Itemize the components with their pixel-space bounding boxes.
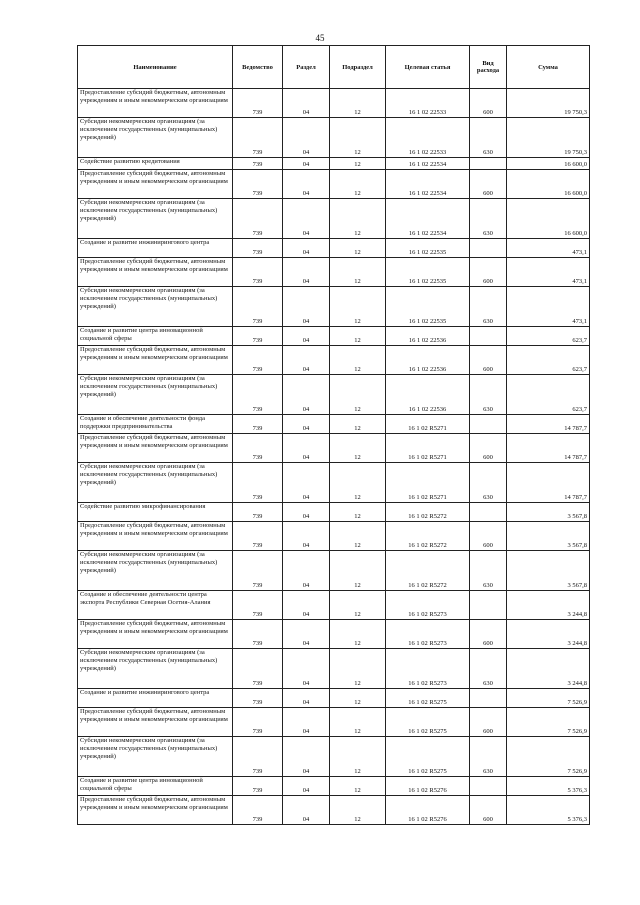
row-section-cell: 04 xyxy=(283,158,330,170)
row-section-cell: 04 xyxy=(283,199,330,239)
row-subsection-cell: 12 xyxy=(330,415,386,434)
row-subsection-cell: 12 xyxy=(330,522,386,551)
row-subsection-cell: 12 xyxy=(330,463,386,503)
row-section-cell: 04 xyxy=(283,287,330,327)
row-section-cell: 04 xyxy=(283,327,330,346)
row-subsection-cell: 12 xyxy=(330,737,386,777)
row-name-cell: Предоставление субсидий бюджетным, автономным учреждениям и иным некоммерческим организациям xyxy=(78,434,233,463)
row-expense-type-cell: 600 xyxy=(470,708,507,737)
table-row xyxy=(78,118,590,158)
row-section-cell: 04 xyxy=(283,737,330,777)
row-section-cell: 04 xyxy=(283,170,330,199)
row-article-cell: 16 1 02 R5272 xyxy=(386,522,470,551)
row-article-cell: 16 1 02 22535 xyxy=(386,258,470,287)
table-row xyxy=(78,158,590,170)
row-section-cell: 04 xyxy=(283,689,330,708)
row-expense-type-cell: 600 xyxy=(470,89,507,118)
row-section-cell: 04 xyxy=(283,708,330,737)
row-article-cell: 16 1 02 R5272 xyxy=(386,503,470,522)
row-article-cell: 16 1 02 R5275 xyxy=(386,689,470,708)
row-name-cell: Содействие развитию кредитования xyxy=(78,158,233,170)
row-sum-cell: 3 244,8 xyxy=(507,620,590,649)
row-name-cell: Создание и развитие инжинирингового центра xyxy=(78,239,233,258)
row-expense-type-cell xyxy=(470,415,507,434)
header-sum: Сумма xyxy=(507,46,590,89)
row-name-cell: Создание и обеспечение деятельности фонда поддержки предпринимательства xyxy=(78,415,233,434)
row-name-cell: Предоставление субсидий бюджетным, автономным учреждениям и иным некоммерческим организациям xyxy=(78,346,233,375)
row-section-cell: 04 xyxy=(283,463,330,503)
row-sum-cell: 3 567,8 xyxy=(507,551,590,591)
row-article-cell: 16 1 02 22536 xyxy=(386,327,470,346)
row-subsection-cell: 12 xyxy=(330,239,386,258)
row-expense-type-cell: 630 xyxy=(470,375,507,415)
row-sum-cell: 3 244,8 xyxy=(507,591,590,620)
row-expense-type-cell: 600 xyxy=(470,346,507,375)
row-sum-cell: 3 244,8 xyxy=(507,649,590,689)
row-sum-cell: 5 376,3 xyxy=(507,777,590,796)
row-name-cell: Предоставление субсидий бюджетным, автономным учреждениям и иным некоммерческим организациям xyxy=(78,170,233,199)
row-name-cell: Предоставление субсидий бюджетным, автономным учреждениям и иным некоммерческим организациям xyxy=(78,796,233,825)
row-expense-type-cell: 600 xyxy=(470,434,507,463)
row-article-cell: 16 1 02 R5276 xyxy=(386,796,470,825)
row-article-cell: 16 1 02 22534 xyxy=(386,170,470,199)
table-row xyxy=(78,327,590,346)
row-department-cell: 739 xyxy=(233,620,283,649)
row-expense-type-cell: 630 xyxy=(470,287,507,327)
row-department-cell: 739 xyxy=(233,708,283,737)
row-article-cell: 16 1 02 22535 xyxy=(386,239,470,258)
row-article-cell: 16 1 02 R5273 xyxy=(386,591,470,620)
row-article-cell: 16 1 02 22534 xyxy=(386,158,470,170)
row-sum-cell: 14 787,7 xyxy=(507,463,590,503)
row-subsection-cell: 12 xyxy=(330,689,386,708)
header-section: Раздел xyxy=(283,46,330,89)
row-article-cell: 16 1 02 R5275 xyxy=(386,737,470,777)
row-name-cell: Предоставление субсидий бюджетным, автономным учреждениям и иным некоммерческим организациям xyxy=(78,89,233,118)
row-name-cell: Субсидии некоммерческим организациям (за исключением государственных (муниципальных) учреждений) xyxy=(78,649,233,689)
page-number: 45 xyxy=(315,33,325,43)
row-section-cell: 04 xyxy=(283,434,330,463)
row-subsection-cell: 12 xyxy=(330,551,386,591)
row-article-cell: 16 1 02 22533 xyxy=(386,89,470,118)
row-section-cell: 04 xyxy=(283,346,330,375)
row-department-cell: 739 xyxy=(233,118,283,158)
table-row xyxy=(78,522,590,551)
row-name-cell: Субсидии некоммерческим организациям (за исключением государственных (муниципальных) учреждений) xyxy=(78,199,233,239)
row-department-cell: 739 xyxy=(233,737,283,777)
row-article-cell: 16 1 02 R5271 xyxy=(386,415,470,434)
row-expense-type-cell: 600 xyxy=(470,170,507,199)
header-article: Целевая статья xyxy=(386,46,470,89)
row-expense-type-cell: 600 xyxy=(470,522,507,551)
row-name-cell: Создание и развитие центра инновационной социальной сферы xyxy=(78,327,233,346)
row-sum-cell: 473,1 xyxy=(507,258,590,287)
row-name-cell: Субсидии некоммерческим организациям (за исключением государственных (муниципальных) учреждений) xyxy=(78,375,233,415)
row-section-cell: 04 xyxy=(283,649,330,689)
row-subsection-cell: 12 xyxy=(330,708,386,737)
table-row xyxy=(78,170,590,199)
row-article-cell: 16 1 02 22536 xyxy=(386,346,470,375)
budget-table xyxy=(77,45,590,825)
row-section-cell: 04 xyxy=(283,118,330,158)
table-row xyxy=(78,796,590,825)
row-expense-type-cell xyxy=(470,591,507,620)
row-subsection-cell: 12 xyxy=(330,434,386,463)
row-expense-type-cell: 630 xyxy=(470,737,507,777)
row-sum-cell: 7 526,9 xyxy=(507,689,590,708)
row-subsection-cell: 12 xyxy=(330,375,386,415)
row-subsection-cell: 12 xyxy=(330,796,386,825)
row-section-cell: 04 xyxy=(283,620,330,649)
row-section-cell: 04 xyxy=(283,551,330,591)
row-section-cell: 04 xyxy=(283,415,330,434)
table-row xyxy=(78,777,590,796)
row-section-cell: 04 xyxy=(283,503,330,522)
row-department-cell: 739 xyxy=(233,239,283,258)
row-department-cell: 739 xyxy=(233,463,283,503)
row-expense-type-cell xyxy=(470,327,507,346)
row-sum-cell: 14 787,7 xyxy=(507,415,590,434)
header-subsection: Подраздел xyxy=(330,46,386,89)
row-name-cell: Предоставление субсидий бюджетным, автономным учреждениям и иным некоммерческим организациям xyxy=(78,620,233,649)
row-subsection-cell: 12 xyxy=(330,591,386,620)
table-row xyxy=(78,239,590,258)
row-department-cell: 739 xyxy=(233,258,283,287)
row-expense-type-cell: 600 xyxy=(470,796,507,825)
row-subsection-cell: 12 xyxy=(330,649,386,689)
row-section-cell: 04 xyxy=(283,796,330,825)
table-row xyxy=(78,737,590,777)
row-sum-cell: 16 600,0 xyxy=(507,199,590,239)
row-name-cell: Субсидии некоммерческим организациям (за исключением государственных (муниципальных) учреждений) xyxy=(78,287,233,327)
row-expense-type-cell xyxy=(470,239,507,258)
row-section-cell: 04 xyxy=(283,591,330,620)
row-department-cell: 739 xyxy=(233,522,283,551)
row-sum-cell: 473,1 xyxy=(507,239,590,258)
row-article-cell: 16 1 02 22536 xyxy=(386,375,470,415)
row-subsection-cell: 12 xyxy=(330,158,386,170)
row-sum-cell: 623,7 xyxy=(507,327,590,346)
row-section-cell: 04 xyxy=(283,777,330,796)
row-subsection-cell: 12 xyxy=(330,89,386,118)
row-sum-cell: 19 750,3 xyxy=(507,118,590,158)
row-article-cell: 16 1 02 R5275 xyxy=(386,708,470,737)
row-subsection-cell: 12 xyxy=(330,777,386,796)
row-article-cell: 16 1 02 R5273 xyxy=(386,649,470,689)
row-department-cell: 739 xyxy=(233,689,283,708)
row-section-cell: 04 xyxy=(283,258,330,287)
table-row xyxy=(78,689,590,708)
table-row xyxy=(78,503,590,522)
row-department-cell: 739 xyxy=(233,415,283,434)
row-sum-cell: 3 567,8 xyxy=(507,522,590,551)
row-name-cell: Субсидии некоммерческим организациям (за исключением государственных (муниципальных) учреждений) xyxy=(78,118,233,158)
row-expense-type-cell xyxy=(470,158,507,170)
row-department-cell: 739 xyxy=(233,434,283,463)
row-sum-cell: 3 567,8 xyxy=(507,503,590,522)
row-name-cell: Создание и обеспечение деятельности центра экспорта Республики Северная Осетия-Алания xyxy=(78,591,233,620)
row-name-cell: Создание и развитие центра инновационной социальной сферы xyxy=(78,777,233,796)
row-department-cell: 739 xyxy=(233,158,283,170)
table-row xyxy=(78,708,590,737)
table-row xyxy=(78,620,590,649)
row-article-cell: 16 1 02 22534 xyxy=(386,199,470,239)
row-section-cell: 04 xyxy=(283,522,330,551)
row-expense-type-cell: 600 xyxy=(470,620,507,649)
row-subsection-cell: 12 xyxy=(330,503,386,522)
row-section-cell: 04 xyxy=(283,375,330,415)
row-sum-cell: 19 750,3 xyxy=(507,89,590,118)
row-sum-cell: 16 600,0 xyxy=(507,158,590,170)
row-department-cell: 739 xyxy=(233,591,283,620)
row-article-cell: 16 1 02 R5271 xyxy=(386,463,470,503)
row-subsection-cell: 12 xyxy=(330,170,386,199)
row-expense-type-cell xyxy=(470,689,507,708)
row-article-cell: 16 1 02 R5276 xyxy=(386,777,470,796)
row-subsection-cell: 12 xyxy=(330,258,386,287)
table-row xyxy=(78,463,590,503)
row-name-cell: Предоставление субсидий бюджетным, автономным учреждениям и иным некоммерческим организациям xyxy=(78,258,233,287)
row-sum-cell: 623,7 xyxy=(507,346,590,375)
row-department-cell: 739 xyxy=(233,170,283,199)
row-name-cell: Субсидии некоммерческим организациям (за исключением государственных (муниципальных) учреждений) xyxy=(78,551,233,591)
row-subsection-cell: 12 xyxy=(330,346,386,375)
row-expense-type-cell: 630 xyxy=(470,118,507,158)
row-subsection-cell: 12 xyxy=(330,118,386,158)
table-row xyxy=(78,346,590,375)
row-expense-type-cell: 630 xyxy=(470,551,507,591)
row-article-cell: 16 1 02 R5272 xyxy=(386,551,470,591)
row-expense-type-cell xyxy=(470,503,507,522)
table-row xyxy=(78,199,590,239)
row-name-cell: Субсидии некоммерческим организациям (за исключением государственных (муниципальных) учреждений) xyxy=(78,737,233,777)
row-sum-cell: 5 376,3 xyxy=(507,796,590,825)
row-expense-type-cell: 600 xyxy=(470,258,507,287)
row-department-cell: 739 xyxy=(233,327,283,346)
row-article-cell: 16 1 02 R5271 xyxy=(386,434,470,463)
table-row xyxy=(78,551,590,591)
table-row xyxy=(78,375,590,415)
row-name-cell: Содействие развитию микрофинансирования xyxy=(78,503,233,522)
row-name-cell: Предоставление субсидий бюджетным, автономным учреждениям и иным некоммерческим организациям xyxy=(78,708,233,737)
header-row xyxy=(78,46,590,89)
table-row xyxy=(78,287,590,327)
row-sum-cell: 623,7 xyxy=(507,375,590,415)
row-article-cell: 16 1 02 22535 xyxy=(386,287,470,327)
row-department-cell: 739 xyxy=(233,199,283,239)
table-row xyxy=(78,434,590,463)
row-subsection-cell: 12 xyxy=(330,327,386,346)
row-expense-type-cell: 630 xyxy=(470,199,507,239)
row-department-cell: 739 xyxy=(233,287,283,327)
row-article-cell: 16 1 02 R5273 xyxy=(386,620,470,649)
row-section-cell: 04 xyxy=(283,239,330,258)
row-expense-type-cell: 630 xyxy=(470,649,507,689)
row-sum-cell: 7 526,9 xyxy=(507,708,590,737)
row-sum-cell: 473,1 xyxy=(507,287,590,327)
table-row xyxy=(78,415,590,434)
table-row xyxy=(78,591,590,620)
header-name: Наименование xyxy=(78,46,233,89)
header-department: Ведомство xyxy=(233,46,283,89)
row-subsection-cell: 12 xyxy=(330,199,386,239)
row-name-cell: Субсидии некоммерческим организациям (за исключением государственных (муниципальных) учреждений) xyxy=(78,463,233,503)
table-row xyxy=(78,649,590,689)
row-section-cell: 04 xyxy=(283,89,330,118)
row-department-cell: 739 xyxy=(233,503,283,522)
row-department-cell: 739 xyxy=(233,375,283,415)
row-article-cell: 16 1 02 22533 xyxy=(386,118,470,158)
row-name-cell: Предоставление субсидий бюджетным, автономным учреждениям и иным некоммерческим организациям xyxy=(78,522,233,551)
table-row xyxy=(78,89,590,118)
row-subsection-cell: 12 xyxy=(330,620,386,649)
row-department-cell: 739 xyxy=(233,551,283,591)
row-expense-type-cell: 630 xyxy=(470,463,507,503)
row-subsection-cell: 12 xyxy=(330,287,386,327)
row-sum-cell: 7 526,9 xyxy=(507,737,590,777)
row-department-cell: 739 xyxy=(233,777,283,796)
row-sum-cell: 14 787,7 xyxy=(507,434,590,463)
row-department-cell: 739 xyxy=(233,346,283,375)
row-department-cell: 739 xyxy=(233,89,283,118)
header-expense-type: Вид расхода xyxy=(470,46,507,89)
table-row xyxy=(78,258,590,287)
row-department-cell: 739 xyxy=(233,796,283,825)
row-name-cell: Создание и развитие инжинирингового центра xyxy=(78,689,233,708)
row-department-cell: 739 xyxy=(233,649,283,689)
row-sum-cell: 16 600,0 xyxy=(507,170,590,199)
row-expense-type-cell xyxy=(470,777,507,796)
